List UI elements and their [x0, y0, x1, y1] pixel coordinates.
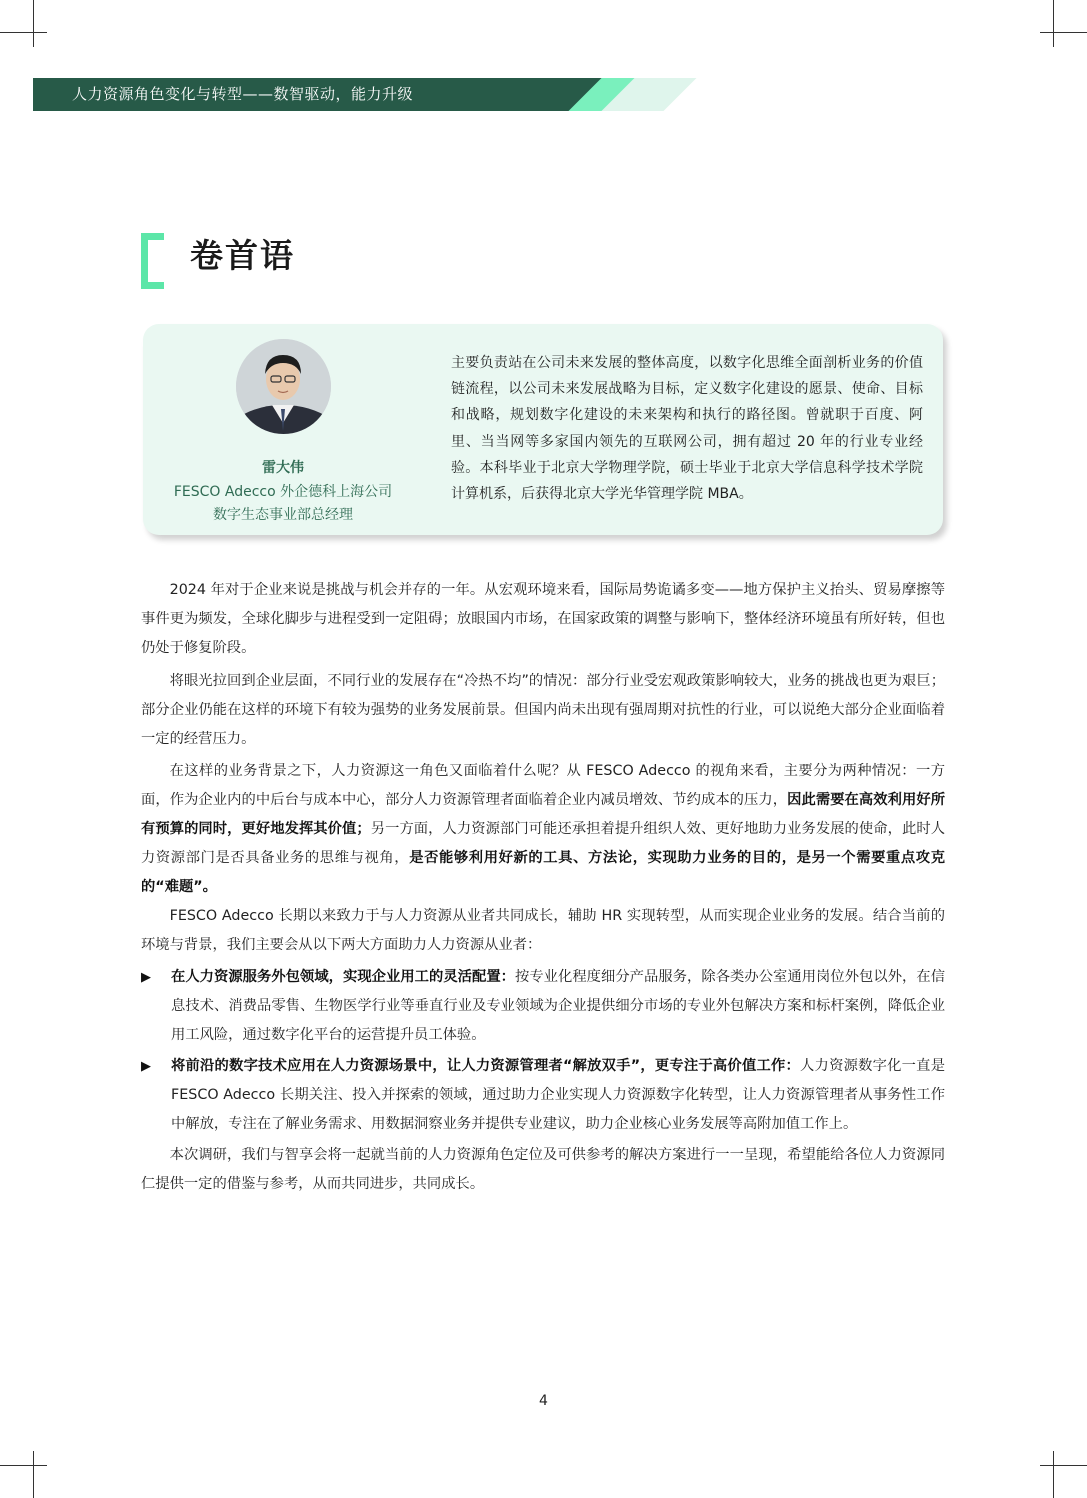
person-position: 数字生态事业部总经理: [213, 507, 353, 523]
crop-mark: [33, 0, 34, 47]
section-bracket-icon: [141, 233, 164, 289]
page-number: 4: [539, 1393, 548, 1409]
crop-mark: [0, 1465, 47, 1466]
header-title: 人力资源角色变化与转型——数智驱动，能力升级: [72, 85, 414, 103]
paragraph-3-bold-a: 因此需要在高效利用好所有预算的同时，更好地发挥其价值；: [141, 792, 946, 837]
bullet-item-1: [171, 963, 945, 1050]
crop-mark: [0, 32, 47, 33]
bullet-2-text: 人力资源数字化一直是 FESCO Adecco 长期关注、投入并探索的领域，通过助力企业实现人力资源数字化转型，让人力资源管理者从事务性工作中解放，专注在了解业务需求、用数据洞察业务并提供专业建议，助力企业核心业务发展等高附加值工作上。: [171, 1058, 945, 1132]
portrait-image: [236, 339, 331, 434]
paragraph-1: 2024 年对于企业来说是挑战与机会并存的一年。从宏观环境来看，国际局势诡谲多变——地方保护主义抬头、贸易摩擦等事件更为频发，全球化脚步与进程受到一定阻碍；放眼国内市场，在国家政策的调整与影响下，整体经济环境虽有所好转，但也仍处于修复阶段。: [141, 582, 945, 656]
bullet-1-heading: 在人力资源服务外包领域，实现企业用工的灵活配置：: [171, 969, 516, 985]
person-name: 雷大伟: [262, 460, 304, 476]
section-title: 卷首语: [190, 236, 295, 275]
crop-mark: [1040, 1465, 1087, 1466]
person-company: FESCO Adecco 外企德科上海公司: [173, 484, 393, 500]
bullet-triangle-icon: ▶: [141, 970, 151, 985]
crop-mark: [1053, 1451, 1054, 1498]
paragraph-4: FESCO Adecco 长期以来致力于与人力资源从业者共同成长，辅助 HR 实现转型，从而实现企业业务的发展。结合当前的环境与背景，我们主要会从以下两大方面助力人力资源从业者：: [141, 908, 945, 953]
paragraph-3-text-a: 在这样的业务背景之下，人力资源这一角色又面临着什么呢？从 FESCO Adecco 的视角来看，主要分为两种情况：一方面，作为企业内的中后台与成本中心，部分人力资源管理者面临着企业内减员增效、节约成本的压力，: [141, 763, 945, 808]
bullet-2-heading: 将前沿的数字技术应用在人力资源场景中，让人力资源管理者“解放双手”，更专注于高价值工作：: [171, 1058, 801, 1074]
crop-mark: [33, 1451, 34, 1498]
bullet-1-text: 按专业化程度细分产品服务，除各类办公室通用岗位外包以外，在信息技术、消费品零售、生物医学行业等垂直行业及专业领域为企业提供细分市场的专业外包解决方案和标杆案例，降低企业用工风险，通过数字化平台的运营提升员工体验。: [171, 969, 945, 1043]
paragraph-3-bold-b: 是否能够利用好新的工具、方法论，实现助力业务的目的，是另一个需要重点攻克的“难题”。: [141, 850, 945, 895]
avatar: [236, 339, 331, 434]
paragraph-5: 本次调研，我们与智享会将一起就当前的人力资源角色定位及可供参考的解决方案进行一一呈现，希望能给各位人力资源同仁提供一定的借鉴与参考，从而共同进步，共同成长。: [141, 1147, 945, 1192]
paragraph-2: 将眼光拉回到企业层面，不同行业的发展存在“冷热不均”的情况：部分行业受宏观政策影响较大，业务的挑战也更为艰巨；部分企业仍能在这样的环境下有较为强势的业务发展前景。但国内尚未出现有强周期对抗性的行业，可以说绝大部分企业面临着一定的经营压力。: [141, 673, 945, 747]
paragraph-3: [141, 757, 945, 902]
bullet-item-2: [171, 1052, 945, 1139]
bullet-triangle-icon: ▶: [141, 1059, 151, 1074]
person-bio: 主要负责站在公司未来发展的整体高度，以数字化思维全面剖析业务的价值链流程，以公司未来发展战略为目标，定义数字化建设的愿景、使命、目标和战略，规划数字化建设的未来架构和执行的路径图。曾就职于百度、阿里、当当网等多家国内领先的互联网公司，拥有超过 20 年的行业专业经验。本科毕业于北京大学物理学院，硕士毕业于北京大学信息科学技术学院计算机系，后获得北京大学光华管理学院 MBA。: [451, 355, 923, 503]
paragraph-3-text-b: 另一方面，人力资源部门可能还承担着提升组织人效、更好地助力业务发展的使命，此时人力资源部门是否具备业务的思维与视角，: [141, 821, 945, 866]
crop-mark: [1053, 0, 1054, 47]
crop-mark: [1040, 32, 1087, 33]
